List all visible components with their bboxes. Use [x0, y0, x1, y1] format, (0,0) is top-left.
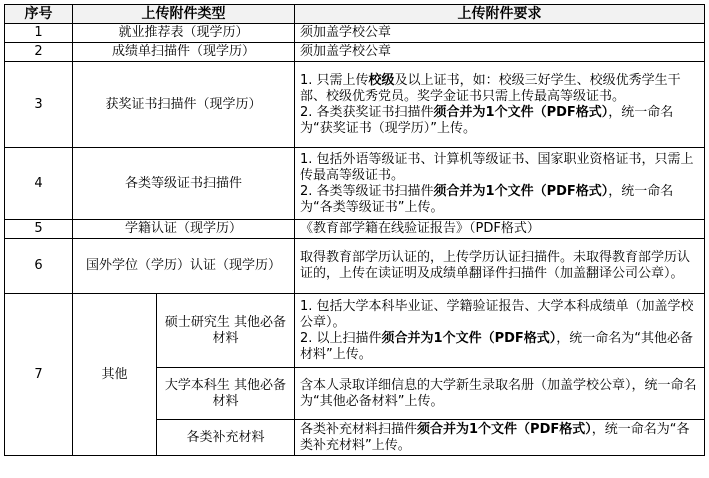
- attachment-type: 就业推荐表（现学历）: [73, 24, 295, 43]
- attachment-requirement: [295, 148, 705, 220]
- attachment-requirement: 各类补充材料扫描件须合并为1个文件（PDF格式），统一命名为“各类补充材料”上传。: [295, 420, 705, 456]
- attachment-requirement: [295, 62, 705, 148]
- sub-attachment-type: 各类补充材料: [157, 420, 295, 456]
- table-row: [5, 62, 705, 148]
- sub-attachment-type: 大学本科生 其他必备材料: [157, 368, 295, 420]
- attachment-type: 国外学位（学历）认证（现学历）: [73, 239, 295, 294]
- attachment-type: 获奖证书扫描件（现学历）: [73, 62, 295, 148]
- attachment-requirements-table: [4, 4, 705, 456]
- table-row: [5, 294, 705, 368]
- row-number: 2: [5, 43, 73, 62]
- table-row: [5, 24, 705, 43]
- header-requirements: 上传附件要求: [295, 5, 705, 24]
- requirement-item-2: 2. 各类等级证书扫描件须合并为1个文件（PDF格式），统一命名为“各类等级证书”上传。: [300, 183, 674, 215]
- attachment-requirement: 取得教育部学历认证的，上传学历认证扫描件。未取得教育部学历认证的，上传在读证明及成绩单翻译件扫描件（加盖翻译公司公章）。: [295, 239, 705, 294]
- requirement-item-1: 1. 只需上传校级及以上证书，如：校级三好学生、校级优秀学生干部、校级优秀党员。奖学金证书只需上传最高等级证书。: [300, 72, 681, 104]
- table-row: [5, 148, 705, 220]
- table-row: [5, 220, 705, 239]
- requirement-item-2: 2. 各类获奖证书扫描件须合并为1个文件（PDF格式），统一命名为“获奖证书（现学历）”上传。: [300, 104, 674, 136]
- attachment-type: 各类等级证书扫描件: [73, 148, 295, 220]
- row-number: 1: [5, 24, 73, 43]
- requirement-item-1: 1. 包括大学本科毕业证、学籍验证报告、大学本科成绩单（加盖学校公章）。: [300, 298, 694, 330]
- attachment-requirement: 含本人录取详细信息的大学新生录取名册（加盖学校公章），统一命名为“其他必备材料”上传。: [295, 368, 705, 420]
- row-number: 5: [5, 220, 73, 239]
- attachment-requirement: 《教育部学籍在线验证报告》（PDF格式）: [295, 220, 705, 239]
- attachment-requirement: 须加盖学校公章: [295, 43, 705, 62]
- header-no: 序号: [5, 5, 73, 24]
- attachment-type: 学籍认证（现学历）: [73, 220, 295, 239]
- attachment-type: 成绩单扫描件（现学历）: [73, 43, 295, 62]
- row-number: 4: [5, 148, 73, 220]
- row-number: 3: [5, 62, 73, 148]
- row-number: 7: [5, 294, 73, 456]
- attachment-requirement: [295, 294, 705, 368]
- table-row: [5, 43, 705, 62]
- header-type: 上传附件类型: [73, 5, 295, 24]
- requirement-item-2: 2. 以上扫描件须合并为1个文件（PDF格式），统一命名为“其他必备材料”上传。: [300, 330, 694, 362]
- requirement-item-1: 1. 包括外语等级证书、计算机等级证书、国家职业资格证书，只需上传最高等级证书。: [300, 151, 694, 183]
- attachment-type: 其他: [73, 294, 157, 456]
- table-row: [5, 239, 705, 294]
- table-header-row: [5, 5, 705, 24]
- sub-attachment-type: 硕士研究生 其他必备材料: [157, 294, 295, 368]
- row-number: 6: [5, 239, 73, 294]
- attachment-requirement: 须加盖学校公章: [295, 24, 705, 43]
